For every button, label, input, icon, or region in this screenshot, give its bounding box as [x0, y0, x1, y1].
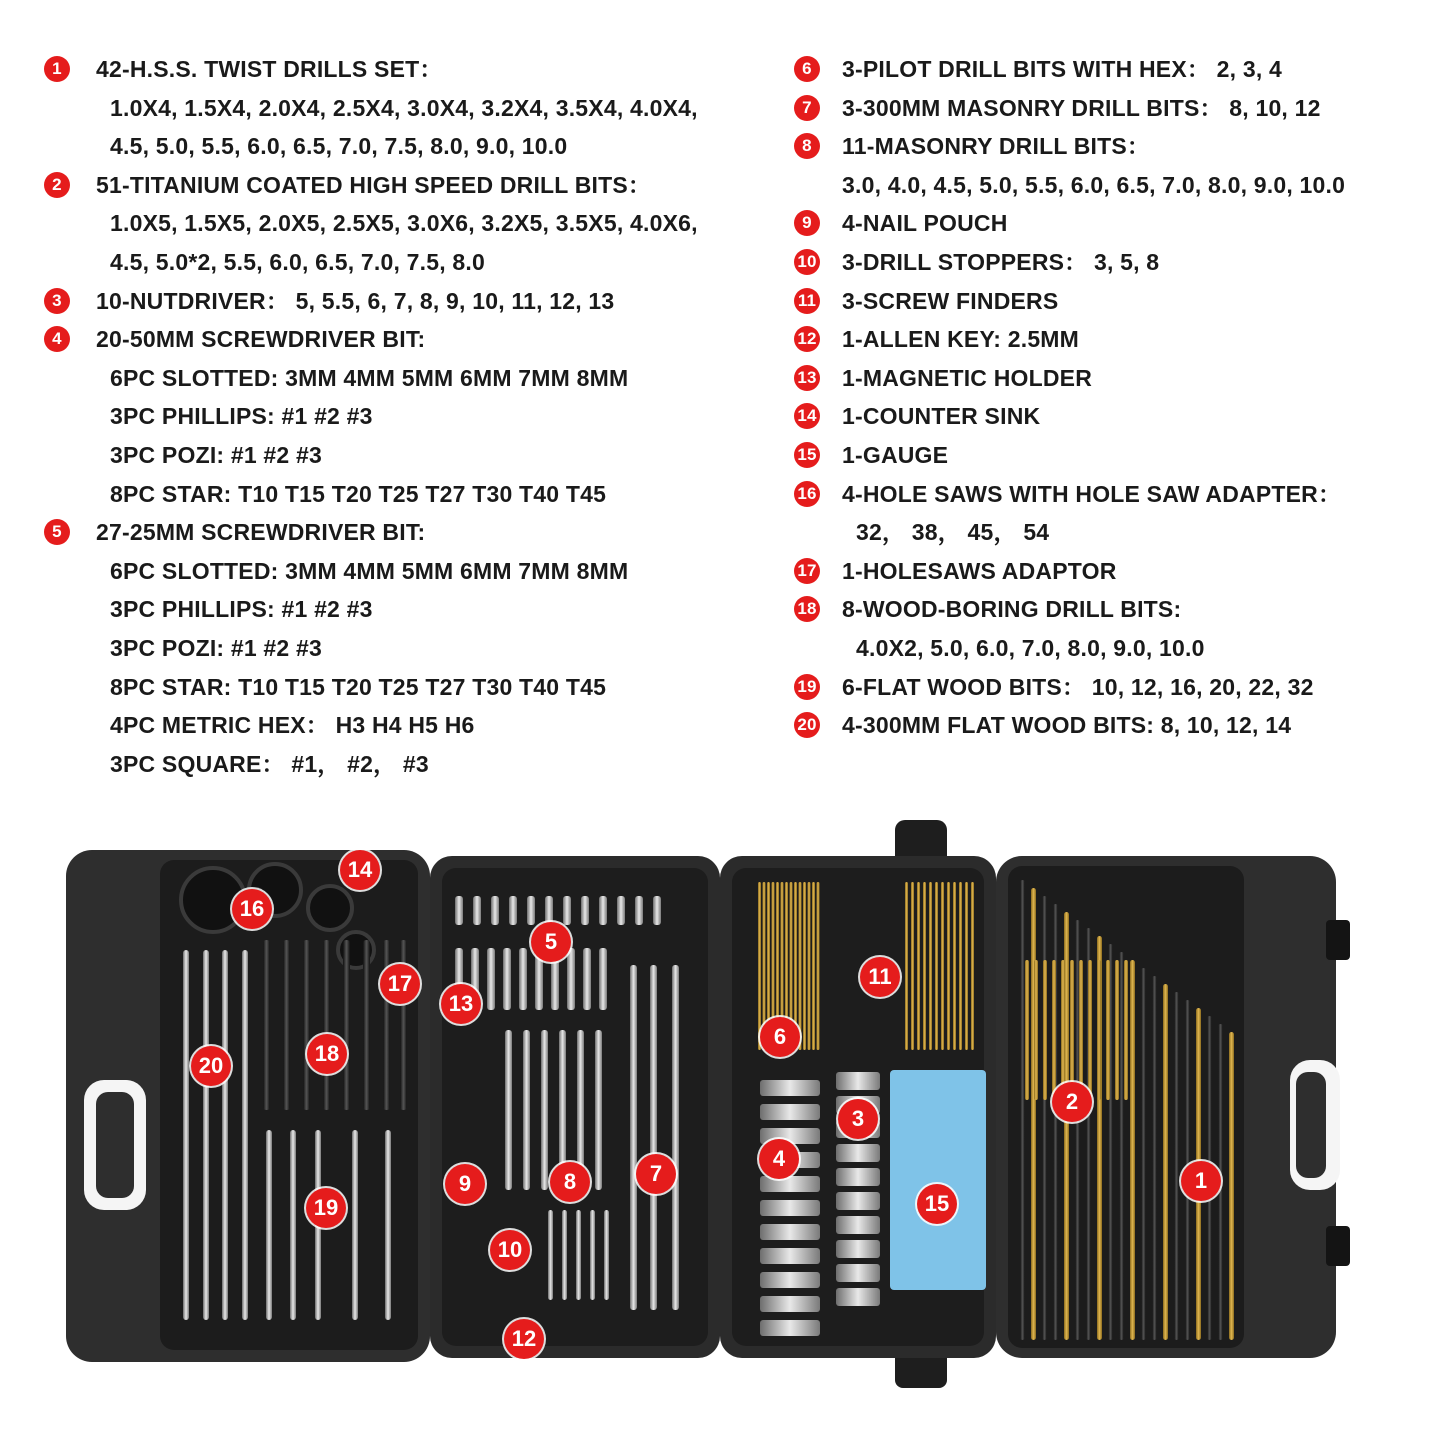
twist-drill-bit	[1141, 968, 1146, 1340]
titanium-drill-bit	[1088, 960, 1092, 1100]
number-badge: 8	[794, 133, 820, 159]
number-badge: 4	[44, 326, 70, 352]
pilot-drill-bit	[817, 882, 820, 1050]
spec-detail-text: 32， 38， 45， 54	[856, 519, 1050, 546]
photo-tag-8: 8	[550, 1162, 590, 1202]
spec-detail-text: 4.0X2, 5.0, 6.0, 7.0, 8.0, 9.0, 10.0	[856, 634, 1205, 661]
spec-detail-text: 3PC SQUARE： #1， #2， #3	[110, 750, 429, 777]
screwdriver-bit	[760, 1272, 820, 1288]
spec-title: 3-SCREW FINDERS	[842, 287, 1059, 314]
titanium-drill-bit	[1079, 960, 1083, 1100]
screwdriver-bit	[760, 1200, 820, 1216]
wood-boring-bit	[383, 940, 390, 1110]
screwdriver-bit	[760, 1224, 820, 1240]
pilot-drill-bit	[799, 882, 802, 1050]
masonry-drill-bit	[562, 1210, 567, 1300]
pilot-drill-bit	[941, 882, 944, 1050]
photo-tag-6: 6	[760, 1017, 800, 1057]
spec-item-20	[794, 706, 1434, 745]
photo-tag-16: 16	[232, 889, 272, 929]
spec-detail-text: 3PC POZI: #1 #2 #3	[110, 634, 322, 661]
titanium-drill-bit	[1034, 960, 1038, 1100]
photo-tag-15: 15	[917, 1184, 957, 1224]
photo-tag-9: 9	[445, 1164, 485, 1204]
wood-boring-bit	[363, 940, 370, 1110]
twist-drill-bit	[1174, 992, 1179, 1340]
screwdriver-bit	[581, 896, 589, 925]
titanium-drill-bit	[1061, 960, 1065, 1100]
screwdriver-bit	[599, 948, 607, 1010]
masonry-drill-bit	[590, 1210, 595, 1300]
screwdriver-bit	[503, 948, 511, 1010]
photo-tag-1: 1	[1181, 1161, 1221, 1201]
number-badge: 15	[794, 442, 820, 468]
screwdriver-bit	[487, 948, 495, 1010]
photo-tag-14: 14	[340, 850, 380, 890]
photo-tag-20: 20	[191, 1046, 231, 1086]
spec-detail-line	[44, 706, 784, 745]
twist-drill-bit	[1119, 952, 1124, 1340]
number-badge: 12	[794, 326, 820, 352]
number-badge: 17	[794, 558, 820, 584]
number-badge: 14	[794, 403, 820, 429]
photo-tag-4: 4	[759, 1139, 799, 1179]
photo-tag-13: 13	[441, 984, 481, 1024]
long-masonry-bit	[630, 965, 637, 1310]
pilot-drill-bit	[953, 882, 956, 1050]
spec-detail-text: 1.0X5, 1.5X5, 2.0X5, 2.5X5, 3.0X6, 3.2X5, 3.5X5, 4.0X6,	[110, 210, 698, 237]
spec-title: 42-H.S.S. TWIST DRILLS SET：	[96, 56, 443, 82]
spec-detail-text: 4.5, 5.0*2, 5.5, 6.0, 6.5, 7.0, 7.5, 8.0	[110, 248, 485, 275]
twist-drill-bit	[1152, 976, 1157, 1340]
screwdriver-bit	[455, 896, 463, 925]
screwdriver-bit	[760, 1080, 820, 1096]
masonry-drill-bit	[595, 1030, 602, 1190]
titanium-drill-bit	[1043, 960, 1047, 1100]
flat-wood-bit	[385, 1130, 391, 1320]
spec-title: 4-HOLE SAWS WITH HOLE SAW ADAPTER：	[842, 480, 1342, 507]
spec-item-3	[44, 282, 784, 321]
spec-detail-line	[794, 166, 1434, 205]
number-badge: 7	[794, 95, 820, 121]
spec-item-17	[794, 552, 1434, 591]
spec-detail-text: 8PC STAR: T10 T15 T20 T25 T27 T30 T40 T45	[110, 673, 607, 700]
spec-title: 3-DRILL STOPPERS： 3, 5, 8	[842, 248, 1160, 275]
number-badge: 18	[794, 596, 820, 622]
pilot-drill-bit	[947, 882, 950, 1050]
nutdriver	[836, 1216, 880, 1234]
screwdriver-bit	[760, 1104, 820, 1120]
spec-title: 27-25MM SCREWDRIVER BIT:	[96, 519, 426, 546]
titanium-drill-bit	[1025, 960, 1029, 1100]
masonry-drill-bit	[604, 1210, 609, 1300]
spec-item-18	[794, 590, 1434, 629]
spec-detail-line	[44, 668, 784, 707]
spec-item-16	[794, 475, 1434, 514]
screwdriver-bit	[653, 896, 661, 925]
flat-wood-bit	[242, 950, 248, 1320]
wood-boring-bit	[303, 940, 310, 1110]
spec-detail-line	[44, 590, 784, 629]
spec-detail-line	[44, 204, 784, 243]
twist-drill-bit	[1229, 1032, 1234, 1340]
spec-detail-text: 8PC STAR: T10 T15 T20 T25 T27 T30 T40 T45	[110, 480, 607, 507]
long-masonry-bit	[672, 965, 679, 1310]
pilot-drill-bit	[905, 882, 908, 1050]
screwdriver-bit	[760, 1320, 820, 1336]
photo-tag-18: 18	[307, 1034, 347, 1074]
wood-boring-bit	[343, 940, 350, 1110]
titanium-drill-bit	[1115, 960, 1119, 1100]
pilot-drill-bit	[959, 882, 962, 1050]
nutdriver	[836, 1144, 880, 1162]
screwdriver-bit	[760, 1176, 820, 1192]
nutdriver	[836, 1192, 880, 1210]
screwdriver-bit	[760, 1296, 820, 1312]
titanium-drill-bit	[1124, 960, 1128, 1100]
masonry-drill-bit	[576, 1210, 581, 1300]
masonry-drill-bit	[505, 1030, 512, 1190]
wood-boring-bit	[263, 940, 270, 1110]
number-badge: 2	[44, 172, 70, 198]
spec-item-6	[794, 50, 1434, 89]
spec-title: 1-COUNTER SINK	[842, 403, 1041, 430]
spec-item-13	[794, 359, 1434, 398]
pilot-drill-bit	[911, 882, 914, 1050]
spec-title: 11-MASONRY DRILL BITS：	[842, 133, 1151, 160]
spec-detail-text: 6PC SLOTTED: 3MM 4MM 5MM 6MM 7MM 8MM	[110, 364, 629, 391]
screwdriver-bit	[563, 896, 571, 925]
masonry-drill-bit	[548, 1210, 553, 1300]
number-badge: 20	[794, 712, 820, 738]
spec-item-4	[44, 320, 784, 359]
twist-drill-bit	[1163, 984, 1168, 1340]
spec-title: 1-ALLEN KEY: 2.5MM	[842, 326, 1080, 353]
left-spec-list	[44, 50, 784, 783]
flat-wood-bit	[183, 950, 189, 1320]
titanium-drill-bit	[1106, 960, 1110, 1100]
spec-item-14	[794, 397, 1434, 436]
spec-item-2	[44, 166, 784, 205]
pilot-drill-bit	[965, 882, 968, 1050]
masonry-drill-bit	[523, 1030, 530, 1190]
masonry-drill-bit	[541, 1030, 548, 1190]
long-masonry-bit	[650, 965, 657, 1310]
titanium-drill-bit	[1097, 960, 1101, 1100]
twist-drill-bit	[1130, 960, 1135, 1340]
spec-detail-line	[44, 745, 784, 784]
screwdriver-bit	[599, 896, 607, 925]
spec-detail-text: 1.0X4, 1.5X4, 2.0X4, 2.5X4, 3.0X4, 3.2X4, 3.5X4, 4.0X4,	[110, 94, 698, 121]
right-spec-list	[794, 50, 1434, 745]
spec-item-8	[794, 127, 1434, 166]
flat-wood-bit	[266, 1130, 272, 1320]
spec-item-7	[794, 89, 1434, 128]
wood-boring-bit	[283, 940, 290, 1110]
pilot-drill-bit	[917, 882, 920, 1050]
screwdriver-bit	[509, 896, 517, 925]
spec-item-5	[44, 513, 784, 552]
pilot-drill-bit	[971, 882, 974, 1050]
spec-detail-text: 4PC METRIC HEX： H3 H4 H5 H6	[110, 712, 475, 739]
photo-tag-5: 5	[531, 922, 571, 962]
pilot-drill-bit	[803, 882, 806, 1050]
spec-detail-line	[44, 243, 784, 282]
twist-drill-bit	[1020, 880, 1025, 1340]
screwdriver-bit	[635, 896, 643, 925]
photo-tag-3: 3	[838, 1099, 878, 1139]
spec-item-10	[794, 243, 1434, 282]
screwdriver-bit	[567, 948, 575, 1010]
number-badge: 16	[794, 481, 820, 507]
spec-detail-text: 4.5, 5.0, 5.5, 6.0, 6.5, 7.0, 7.5, 8.0, 9.0, 10.0	[110, 133, 568, 160]
photo-tag-17: 17	[380, 964, 420, 1004]
photo-tag-7: 7	[636, 1154, 676, 1194]
pilot-drill-bit	[923, 882, 926, 1050]
number-badge: 1	[44, 56, 70, 82]
flat-wood-bit	[203, 950, 209, 1320]
number-badge: 19	[794, 674, 820, 700]
pilot-drill-bit	[808, 882, 811, 1050]
spec-detail-line	[44, 475, 784, 514]
spec-detail-line	[44, 629, 784, 668]
nutdriver	[836, 1288, 880, 1306]
spec-title: 3-300MM MASONRY DRILL BITS： 8, 10, 12	[842, 94, 1321, 121]
flat-wood-bit	[222, 950, 228, 1320]
titanium-drill-bit	[1070, 960, 1074, 1100]
flat-wood-bit	[352, 1130, 358, 1320]
screwdriver-bit	[491, 896, 499, 925]
number-badge: 3	[44, 288, 70, 314]
spec-detail-text: 3PC POZI: #1 #2 #3	[110, 441, 322, 468]
number-badge: 9	[794, 210, 820, 236]
screwdriver-bit	[545, 896, 553, 925]
spec-detail-line	[44, 127, 784, 166]
spec-title: 4-NAIL POUCH	[842, 210, 1008, 237]
spec-detail-line	[44, 359, 784, 398]
drill-case-photo	[0, 800, 1445, 1445]
spec-title: 3-PILOT DRILL BITS WITH HEX： 2, 3, 4	[842, 56, 1282, 82]
pilot-drill-bit	[758, 882, 761, 1050]
screwdriver-bit	[527, 896, 535, 925]
screwdriver-bit	[473, 896, 481, 925]
spec-title: 20-50MM SCREWDRIVER BIT:	[96, 326, 426, 353]
pilot-drill-bit	[935, 882, 938, 1050]
spec-detail-line	[44, 552, 784, 591]
nutdriver	[836, 1072, 880, 1090]
spec-item-9	[794, 204, 1434, 243]
spec-title: 8-WOOD-BORING DRILL BITS:	[842, 596, 1182, 623]
spec-detail-text: 3PC PHILLIPS: #1 #2 #3	[110, 596, 373, 623]
screwdriver-bit	[583, 948, 591, 1010]
spec-detail-line	[44, 89, 784, 128]
spec-detail-line	[794, 513, 1434, 552]
nutdriver	[836, 1240, 880, 1258]
spec-title: 6-FLAT WOOD BITS： 10, 12, 16, 20, 22, 32	[842, 673, 1314, 700]
photo-tag-11: 11	[860, 957, 900, 997]
number-badge: 6	[794, 56, 820, 82]
screwdriver-bit	[617, 896, 625, 925]
screwdriver-bit	[760, 1248, 820, 1264]
wood-boring-bit	[323, 940, 330, 1110]
twist-drill-bit	[1031, 888, 1036, 1340]
spec-title: 1-GAUGE	[842, 441, 949, 468]
photo-tag-2: 2	[1052, 1082, 1092, 1122]
flat-wood-bit	[290, 1130, 296, 1320]
spec-title: 1-MAGNETIC HOLDER	[842, 364, 1093, 391]
spec-item-15	[794, 436, 1434, 475]
spec-item-12	[794, 320, 1434, 359]
titanium-drill-bit	[1052, 960, 1056, 1100]
spec-title: 4-300MM FLAT WOOD BITS: 8, 10, 12, 14	[842, 712, 1292, 739]
spec-detail-line	[44, 397, 784, 436]
number-badge: 5	[44, 519, 70, 545]
spec-item-19	[794, 668, 1434, 707]
spec-detail-text: 6PC SLOTTED: 3MM 4MM 5MM 6MM 7MM 8MM	[110, 557, 629, 584]
spec-title: 10-NUTDRIVER： 5, 5.5, 6, 7, 8, 9, 10, 11, 12, 13	[96, 287, 615, 314]
drill-case-illustration	[0, 800, 1445, 1445]
pilot-drill-bit	[929, 882, 932, 1050]
photo-tag-10: 10	[490, 1230, 530, 1270]
number-badge: 13	[794, 365, 820, 391]
nutdriver	[836, 1168, 880, 1186]
pilot-drill-bit	[812, 882, 815, 1050]
spec-title: 51-TITANIUM COATED HIGH SPEED DRILL BITS：	[96, 171, 652, 198]
number-badge: 10	[794, 249, 820, 275]
photo-tag-12: 12	[504, 1319, 544, 1359]
spec-detail-line	[44, 436, 784, 475]
photo-tag-19: 19	[306, 1188, 346, 1228]
number-badge: 11	[794, 288, 820, 314]
spec-detail-line	[794, 629, 1434, 668]
nutdriver	[836, 1264, 880, 1282]
spec-detail-text: 3PC PHILLIPS: #1 #2 #3	[110, 403, 373, 430]
spec-item-1	[44, 50, 784, 89]
screwdriver-bit	[519, 948, 527, 1010]
spec-item-11	[794, 282, 1434, 321]
spec-detail-text: 3.0, 4.0, 4.5, 5.0, 5.5, 6.0, 6.5, 7.0, 8.0, 9.0, 10.0	[842, 171, 1346, 198]
spec-title: 1-HOLESAWS ADAPTOR	[842, 557, 1117, 584]
